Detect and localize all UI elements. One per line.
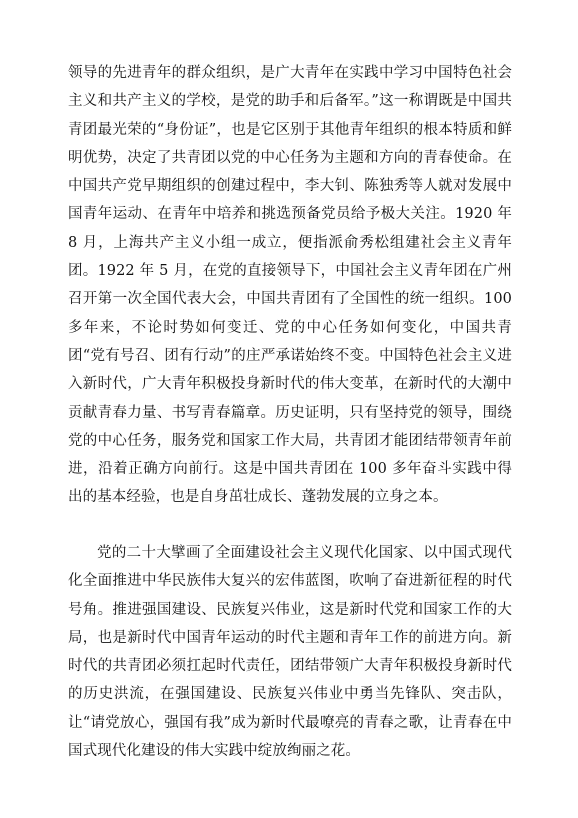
paragraph-1: 领导的先进青年的群众组织，是广大青年在实践中学习中国特色社会主义和共产主义的学校，是党的助手和后备军。”这一称谓既是中国共青团最光荣的“身份证”，也是它区别于其他青年组织的根本特质和鲜明优势，决定了共青团以党的中心任务为主题和方向的青春使命。在中国共产党早期组织的创建过程中，李大钊、陈独秀等人就对发展中国青年运动、在青年中培养和挑选预备党员给予极大关注。1920 年 8 月，上海共产主义小组一成立，便指派俞秀松组建社会主义青年团。1922 年 5 月，在党的直接领导下，中国社会主义青年团在广州召开第一次全国代表大会，中国共青团有了全国性的统一组织。100 多年来，不论时势如何变迁、党的中心任务如何变化，中国共青团“党有号召、团有行动”的庄严承诺始终不变。中国特色社会主义进入新时代，广大青年积极投身新时代的伟大变革，在新时代的大潮中贡献青春力量、书写青春篇章。历史证明，只有坚持党的领导，围绕党的中心任务，服务党和国家工作大局，共青团才能团结带领青年前进，沿着正确方向前行。这是中国共青团在 100 多年奋斗实践中得出的基本经验，也是自身茁壮成长、蓬勃发展的立身之本。 — [68, 65, 512, 506]
paragraph-2: 党的二十大擘画了全面建设社会主义现代化国家、以中国式现代化全面推进中华民族伟大复兴的宏伟蓝图，吹响了奋进新征程的时代号角。推进强国建设、民族复兴伟业，这是新时代党和国家工作的大局，也是新时代中国青年运动的时代主题和青年工作的前进方向。新时代的共青团必须扛起时代责任，团结带领广大青年积极投身新时代的历史洪流，在强国建设、民族复兴伟业中勇当先锋队、突击队，让“请党放心，强国有我”成为新时代最嘹亮的青春之歌，让青春在中国式现代化建设的伟大实践中绽放绚丽之花。 — [68, 545, 512, 760]
